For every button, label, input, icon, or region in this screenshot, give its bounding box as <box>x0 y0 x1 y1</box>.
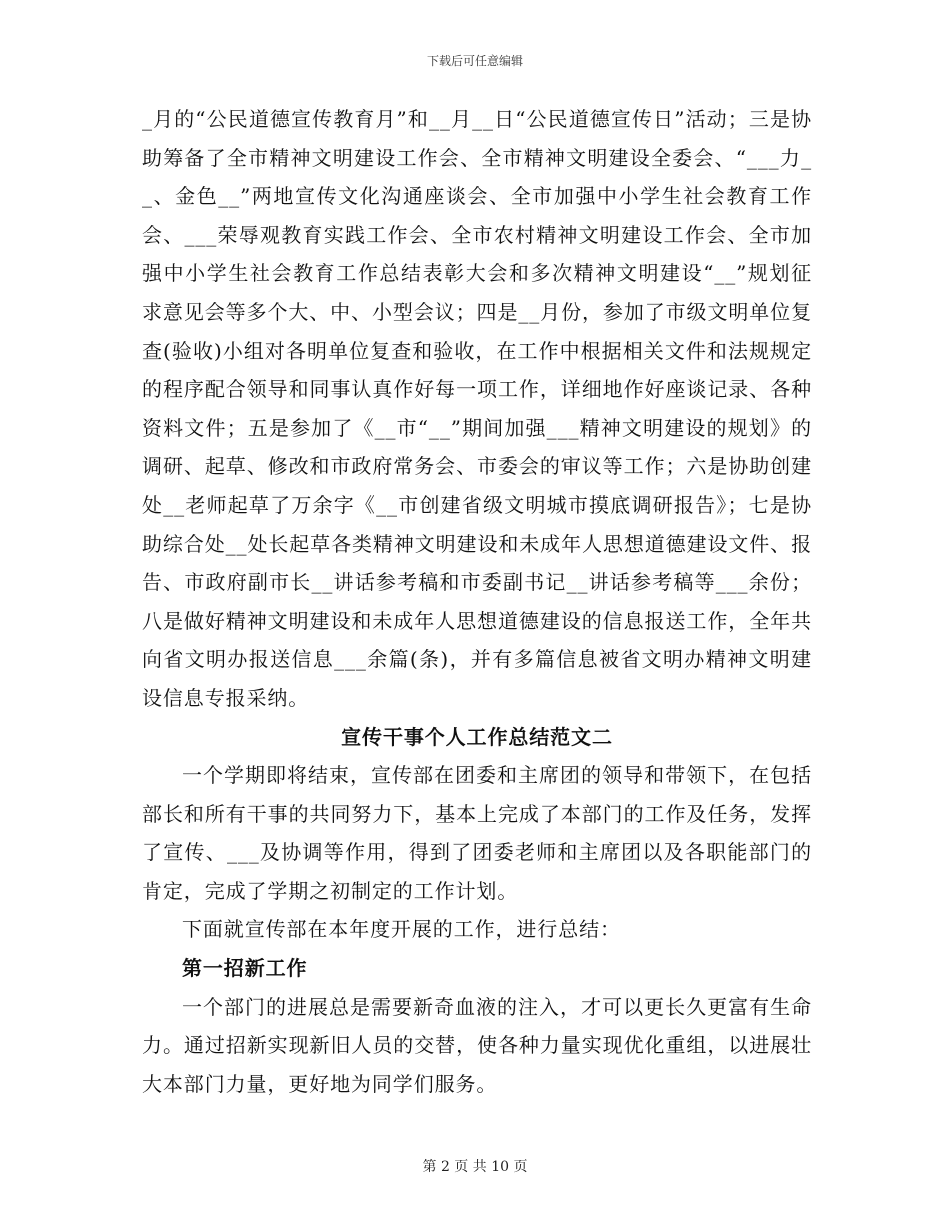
body-paragraph-1: _月的“公民道德宣传教育月”和__月__日“公民道德宣传日”活动；三是协助筹备了全市精神文明建设工作会、全市精神文明建设全委会、“___力__、金色__”两地宣传文化沟通座谈会、全市加强中小学生社会教育工作会、___荣辱观教育实践工作会、全市农村精神文明建设工作会、全市加强中小学生社会教育工作总结表彰大会和多次精神文明建设“__”规划征求意见会等多个大、中、小型会议；四是__月份，参加了市级文明单位复查(验收)小组对各明单位复查和验收，在工作中根据相关文件和法规规定的程序配合领导和同事认真作好每一项工作，详细地作好座谈记录、各种资料文件；五是参加了《__市“__”期间加强___精神文明建设的规划》的调研、起草、修改和市政府常务会、市委会的审议等工作；六是协助创建处__老师起草了万余字《__市创建省级文明城市摸底调研报告》；七是协助综合处__处长起草各类精神文明建设和未成年人思想道德建设文件、报告、市政府副市长__讲话参考稿和市委副书记__讲话参考稿等___余份；八是做好精神文明建设和未成年人思想道德建设的信息报送工作，全年共向省文明办报送信息___余篇(条)，并有多篇信息被省文明办精神文明建设信息专报采纳。 <box>142 107 812 710</box>
body-paragraph-2: 一个学期即将结束，宣传部在团委和主席团的领导和带领下，在包括部长和所有干事的共同努力下，基本上完成了本部门的工作及任务，发挥了宣传、___及协调等作用，得到了团委老师和主席团以及各职能部门的肯定，完成了学期之初制定的工作计划。 <box>142 763 812 903</box>
section-title: 宣传干事个人工作总结范文二 <box>341 724 613 749</box>
sub-heading-recruitment: 第一招新工作 <box>182 956 308 981</box>
document-body <box>142 100 812 1103</box>
page-number-indicator: 第 2 页 共 10 页 <box>422 1159 528 1175</box>
body-paragraph-4: 一个部门的进展总是需要新奇血液的注入，才可以更长久更富有生命力。通过招新实现新旧人员的交替，使各种力量实现优化重组，以进展壮大本部门力量，更好地为同学们服务。 <box>142 994 812 1096</box>
body-paragraph-3: 下面就宣传部在本年度开展的工作，进行总结： <box>182 917 621 942</box>
page-header-note: 下载后可任意编辑 <box>426 54 523 68</box>
